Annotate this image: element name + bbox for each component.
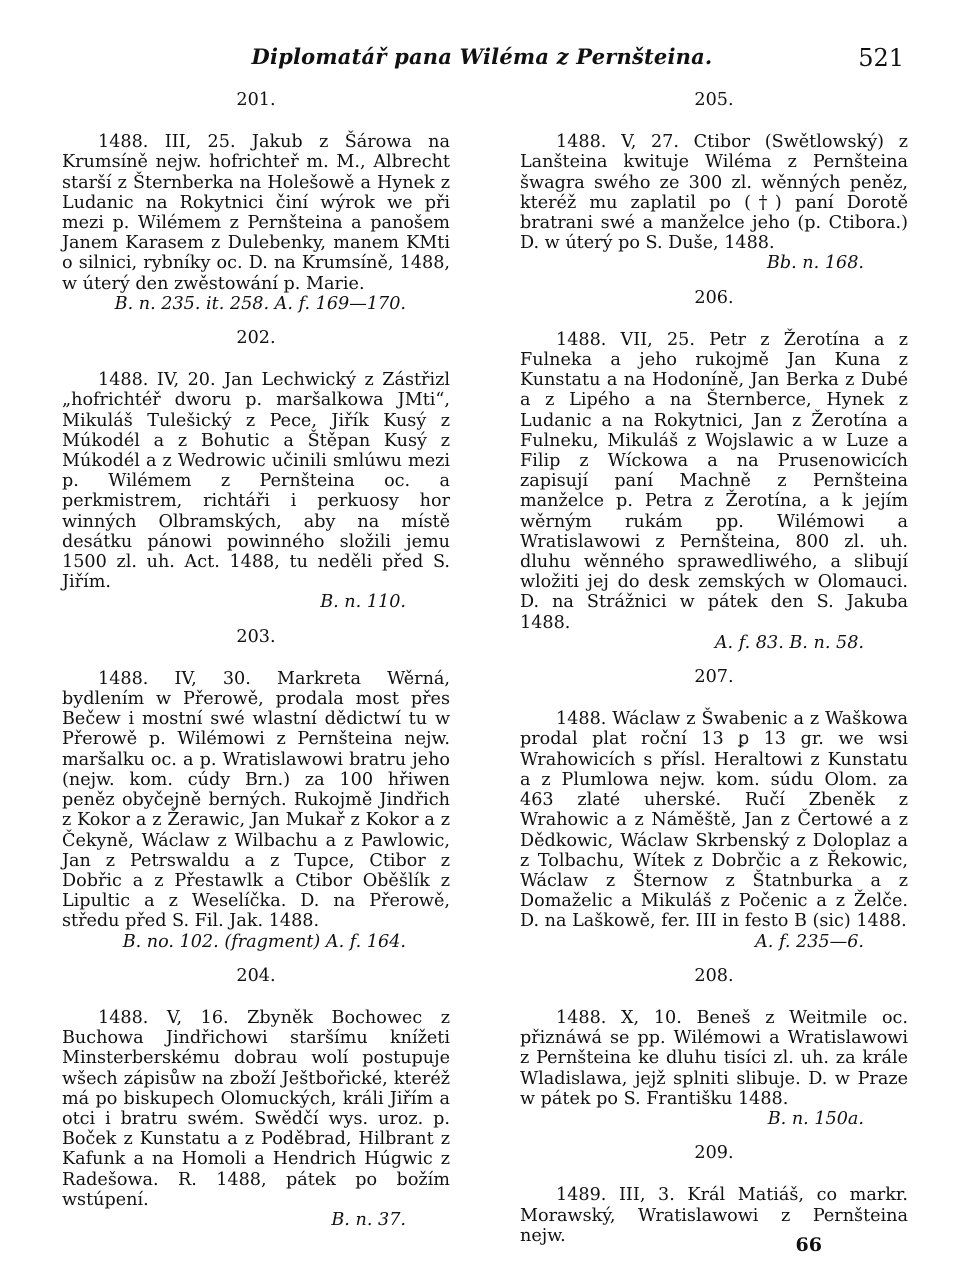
entry-source: B. n. 110. [320, 592, 406, 613]
entry-number: 204. [236, 965, 276, 986]
entry-source: B. n. 37. [331, 1209, 406, 1230]
entry-208 [520, 966, 908, 1129]
entry-205 [520, 90, 908, 274]
entry-number: 202. [236, 328, 276, 349]
running-title: Diplomatář pana Wiléma z Pernšteina. [251, 44, 713, 69]
page-header [60, 44, 904, 78]
entry-203 [62, 627, 450, 952]
entry-number: 206. [694, 287, 734, 308]
entry-text: 1488. VII, 25. Petr z Žerotína a z Fulneka a jeho rukojmě Jan Kuna z Kunstatu a na Hodoníně, Jan Berka z Dubé a z Lipého a na Šternberce, Hynek z Ludanic a na Rokytnici, Jan z Žerotína a Fulneku, Mikuláš z Wojslawic a w Luze a Filip z Wíckowa a na Prusenowicích zapisují paní Machně z Pernšteina manželce p. Petra z Žerotína, a k jejím wěrným rukám pp. Wilémowi a Wratislawowi z Pernšteina, 800 zl. uh. dluhu wěnného sprawedliwého, a slibují wložiti jej do desk zemských w Olomauci. D. na Strážnici w pátek den S. Jakuba 1488. [520, 329, 908, 633]
entry-text: 1488. Wáclaw z Šwabenic a z Waškowa prodal plat roční 13 ꝑ 13 gr. we wsi Wrahowicích s přísl. Heraltowi z Kunstatu a z Plumlowa nejw. kom. súdu Olom. za 463 zlaté uherské. Ručí Zbeněk z Wrahowic a z Náměště, Jan z Čertowé a z Dědkowic, Wáclaw Skrbenský z Doloplaz a z Tolbachu, Wítek z Dobrčic a z Řekowic, Wáclaw z Šternow z Štatnburka a z Domaželic a Mikuláš z Počenic a z Želče. D. na Laškowě, fer. III in festo B (sic) 1488. [520, 709, 908, 932]
entry-source: A. f. 83. B. n. 58. [714, 632, 864, 653]
entry-text: 1489. III, 3. Král Matiáš, co markr. Morawský, Wratislawowi z Pernšteina nejw. [520, 1185, 908, 1246]
entry-text: 1488. IV, 20. Jan Lechwický z Zástřizl „hofrichtéř dworu p. maršalkowa JMti“, Mikuláš Tulešický z Pece, Jiřík Kusý z Múkodél a z Bohutic a Štěpan Kusý z Múkodél a z Wedrowic učinili smlúwu mezi p. Wilémem z Pernšteina oc. a perkmistrem, richtáři i perkuosy hor winných Olbramských, aby na místě desátku pánowi powinného složili jemu 1500 zl. uh. Act. 1488, tu neděli před S. Jiřím. [62, 370, 450, 593]
entry-source: A. f. 235—6. [755, 931, 864, 952]
entry-207 [520, 667, 908, 952]
entry-number: 209. [694, 1143, 734, 1164]
page-number: 521 [858, 44, 904, 72]
entry-201 [62, 90, 450, 314]
entry-text: 1488. V, 27. Ctibor (Swětlowský) z Lanšteina kwituje Wiléma z Pernšteina šwagra swého ze 300 zl. wěnných peněz, kteréž mu zaplatil po (†) paní Dorotě bratrani swé a manželce jeho (p. Ctibora.) D. w úterý po S. Duše, 1488. [520, 132, 908, 254]
entry-source: Bb. n. 168. [766, 253, 864, 274]
entry-text: 1488. IV, 30. Markreta Wěrná, bydlením w Přerowě, prodala most přes Bečew i mostní swé wlastní dědictwí tu w Přerowě p. Wilémowi z Pernšteina nejw. maršalku oc. a p. Wratislawowi bratru jeho (nejw. kom. cúdy Brn.) za 100 hřiwen peněz obyčejně berných. Rukojmě Jindřich z Kokor a z Žerawic, Jan Mukař z Kokor a z Čekyně, Wáclaw z Wilbachu a z Pawlowic, Jan z Petrswaldu a z Tupce, Ctibor z Dobřic a z Přestawlk a Ctibor Oběšlík z Lipultic a z Weselíčka. D. na Přerowě, středu před S. Fil. Jak. 1488. [62, 668, 450, 932]
entry-206 [520, 288, 908, 653]
signature-mark: 66 [795, 1234, 822, 1256]
entry-209 [520, 1143, 908, 1246]
entry-202 [62, 328, 450, 613]
entry-source: B. n. 150a. [767, 1108, 864, 1129]
left-column [62, 90, 450, 1244]
entry-number: 203. [236, 626, 276, 647]
entry-number: 208. [694, 965, 734, 986]
entry-204 [62, 966, 450, 1230]
entry-text: 1488. III, 25. Jakub z Šárowa na Krumsíně nejw. hofrichteř m. M., Albrecht starší z Šternberka na Holešowě a Hynek z Ludanic na Rokytnici činí wýrok we při mezi p. Wilémem z Pernšteina a panošem Janem Karasem z Dulebenky, manem KMti o silnici, rybníky oc. D. na Krumsíně, 1488, w úterý den zwěstowání p. Marie. [62, 132, 450, 294]
entry-source: B. n. 235. it. 258. A. f. 169—170. [114, 293, 406, 314]
entry-number: 205. [694, 90, 734, 110]
right-column [520, 90, 908, 1260]
entry-text: 1488. X, 10. Beneš z Weitmile oc. přiznáwá se pp. Wilémowi a Wratislawowi z Pernšteina ke dluhu tisíci zl. uh. za krále Wladislawa, jejž splniti slibuje. D. w Praze w pátek po S. Františku 1488. [520, 1007, 908, 1109]
entry-number: 207. [694, 667, 734, 688]
entry-text: 1488. V, 16. Zbyněk Bochowec z Buchowa Jindřichowi staršímu knížeti Minsterberskému dobrau wolí postupuje wšech zápisůw na zboží Ještbořické, kteréž má po biskupech Olomuckých, králi Jiřím a otci i bratru swém. Swědčí wys. uroz. p. Boček z Kunstatu a z Poděbrad, Hilbrant z Kafunk a na Homoli a Hendrich Húgwic z Radešowa. R. 1488, pátek po božím wstúpení. [62, 1007, 450, 1210]
entry-number: 201. [236, 90, 276, 110]
entry-source: B. no. 102. (fragment) A. f. 164. [122, 931, 406, 952]
